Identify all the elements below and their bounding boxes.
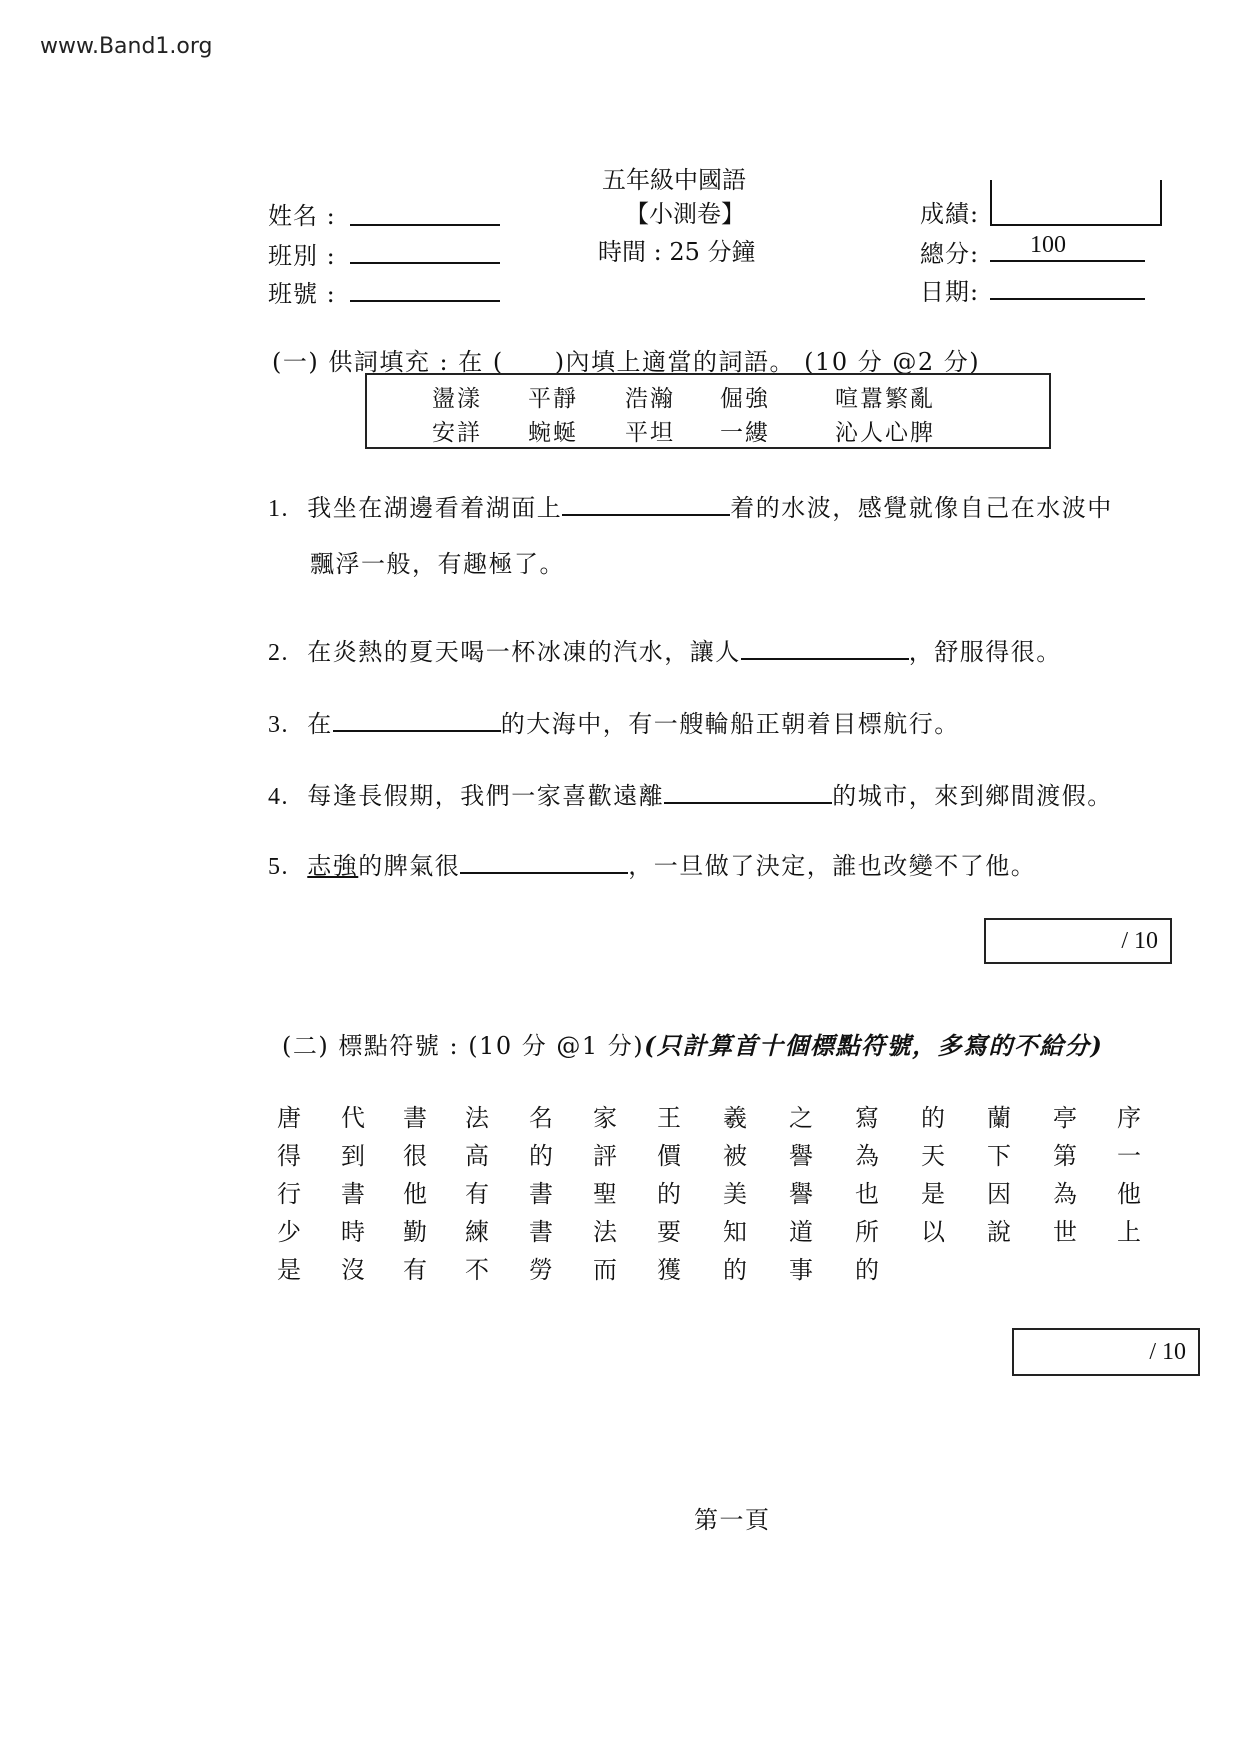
- passage-char: 天: [921, 1142, 945, 1170]
- passage-char: 世: [1053, 1218, 1077, 1246]
- question-number: 5.: [268, 854, 289, 880]
- word-bank-item: 平坦: [625, 420, 675, 446]
- passage-char: 他: [1117, 1180, 1141, 1208]
- score-field[interactable]: [990, 180, 1162, 226]
- word-bank-item: 倔強: [720, 386, 770, 412]
- question-number: 1.: [268, 496, 289, 522]
- question-1: [268, 488, 1113, 523]
- passage-char: 到: [341, 1142, 365, 1170]
- class-field[interactable]: [350, 262, 500, 264]
- passage-char: 名: [529, 1104, 553, 1132]
- passage-char: 譽: [789, 1142, 813, 1170]
- passage-char: 不: [465, 1256, 489, 1284]
- passage-char: 家: [593, 1104, 617, 1132]
- question-text: 的脾氣很: [358, 852, 461, 880]
- question-text: ，舒服得很。: [908, 638, 1062, 666]
- question-text: 每逢長假期，我們一家喜歡遠離: [307, 782, 665, 810]
- word-bank-item: 一縷: [720, 420, 770, 446]
- passage-char: 而: [593, 1256, 617, 1284]
- passage-char: 書: [529, 1180, 553, 1208]
- answer-blank[interactable]: [562, 492, 730, 516]
- exam-title: 五年級中國語: [602, 166, 746, 194]
- passage-char: 的: [855, 1256, 879, 1284]
- question-text: ，一旦做了決定，誰也改變不了他。: [628, 852, 1037, 880]
- question-text: 我坐在湖邊看着湖面上: [307, 494, 563, 522]
- section2-instruction: [282, 1026, 1103, 1061]
- passage-char: 寫: [855, 1104, 879, 1132]
- passage-char: 為: [855, 1142, 879, 1170]
- passage-char: 行: [277, 1180, 301, 1208]
- passage-char: 事: [789, 1256, 813, 1284]
- passage-char: 是: [277, 1256, 301, 1284]
- score-label: 成績:: [920, 200, 980, 228]
- passage-char: 代: [341, 1104, 365, 1132]
- answer-blank[interactable]: [664, 780, 832, 804]
- passage-char: 道: [789, 1218, 813, 1246]
- passage-char: 的: [921, 1104, 945, 1132]
- passage-char: 譽: [789, 1180, 813, 1208]
- passage-char: 的: [657, 1180, 681, 1208]
- passage-char: 價: [657, 1142, 681, 1170]
- passage-char: 說: [987, 1218, 1011, 1246]
- passage-char: 亭: [1053, 1104, 1077, 1132]
- passage-char: 時: [341, 1218, 365, 1246]
- passage-char: 以: [921, 1218, 945, 1246]
- answer-blank[interactable]: [741, 636, 909, 660]
- question-1-cont: 飄浮一般，有趣極了。: [310, 550, 565, 578]
- passage-char: 蘭: [987, 1104, 1011, 1132]
- passage-char: 書: [341, 1180, 365, 1208]
- passage-char: 聖: [593, 1180, 617, 1208]
- word-bank-item: 平靜: [528, 386, 578, 412]
- passage-char: 練: [465, 1218, 489, 1246]
- total-label: 總分:: [920, 240, 980, 268]
- word-bank-item: 盪漾: [432, 386, 482, 412]
- class-label: 班別 :: [268, 242, 336, 270]
- passage-char: 書: [529, 1218, 553, 1246]
- proper-name: 志強: [307, 852, 359, 880]
- question-text: 着的水波，感覺就像自己在水波中: [730, 494, 1113, 522]
- passage-char: 的: [529, 1142, 553, 1170]
- exam-subtitle: 【小測卷】: [625, 200, 745, 228]
- passage-char: 唐: [277, 1104, 301, 1132]
- passage-char: 也: [855, 1180, 879, 1208]
- passage-char: 高: [465, 1142, 489, 1170]
- passage-char: 得: [277, 1142, 301, 1170]
- passage-char: 很: [403, 1142, 427, 1170]
- question-number: 4.: [268, 784, 289, 810]
- passage-char: 王: [657, 1104, 681, 1132]
- question-text: 在炎熱的夏天喝一杯冰凍的汽水，讓人: [307, 638, 741, 666]
- word-bank-item: 安詳: [432, 420, 482, 446]
- passage-char: 沒: [341, 1256, 365, 1284]
- passage-char: 書: [403, 1104, 427, 1132]
- passage-char: 因: [987, 1180, 1011, 1208]
- question-3: [268, 704, 960, 739]
- passage-char: 勤: [403, 1218, 427, 1246]
- name-label: 姓名 :: [268, 202, 336, 230]
- date-label: 日期:: [920, 278, 980, 306]
- question-text: 的城市，來到鄉間渡假。: [832, 782, 1113, 810]
- word-bank-item: 蜿蜒: [528, 420, 578, 446]
- question-2: [268, 632, 1062, 667]
- passage-char: 法: [465, 1104, 489, 1132]
- passage-char: 獲: [657, 1256, 681, 1284]
- passage-char: 羲: [723, 1104, 747, 1132]
- passage-char: 法: [593, 1218, 617, 1246]
- passage-char: 是: [921, 1180, 945, 1208]
- passage-char: 上: [1117, 1218, 1141, 1246]
- passage-char: 少: [277, 1218, 301, 1246]
- passage-char: 評: [593, 1142, 617, 1170]
- passage-char: 知: [723, 1218, 747, 1246]
- section1-score-box[interactable]: / 10: [984, 918, 1172, 964]
- section2-title: (二) 標點符號 : (10 分 @1 分): [282, 1032, 645, 1060]
- passage-char: 所: [855, 1218, 879, 1246]
- passage-char: 美: [723, 1180, 747, 1208]
- total-value: 100: [1030, 232, 1066, 258]
- site-url: www.Band1.org: [40, 34, 213, 59]
- passage-char: 要: [657, 1218, 681, 1246]
- question-5: [268, 846, 1036, 881]
- passage-char: 勞: [529, 1256, 553, 1284]
- section2-note: (只計算首十個標點符號，多寫的不給分): [644, 1031, 1104, 1060]
- section2-score-box[interactable]: / 10: [1012, 1328, 1200, 1376]
- passage-char: 之: [789, 1104, 813, 1132]
- page-number: 第一頁: [694, 1506, 771, 1534]
- question-text: 的大海中，有一艘輪船正朝着目標航行。: [500, 710, 960, 738]
- time-limit: 時間 : 25 分鐘: [598, 238, 756, 266]
- number-label: 班號 :: [268, 280, 336, 308]
- question-4: [268, 776, 1113, 811]
- passage-char: 被: [723, 1142, 747, 1170]
- word-bank-item: 喧囂繁亂: [835, 386, 935, 412]
- date-field[interactable]: [990, 298, 1145, 300]
- passage-char: 第: [1053, 1142, 1077, 1170]
- passage-char: 的: [723, 1256, 747, 1284]
- passage-char: 他: [403, 1180, 427, 1208]
- section1-instruction: (一) 供詞填充 : 在 ( )內填上適當的詞語。 (10 分 @2 分): [272, 348, 981, 376]
- name-field[interactable]: [350, 224, 500, 226]
- passage-char: 一: [1117, 1142, 1141, 1170]
- answer-blank[interactable]: [460, 850, 628, 874]
- question-number: 3.: [268, 712, 289, 738]
- passage-char: 序: [1117, 1104, 1141, 1132]
- passage-char: 有: [465, 1180, 489, 1208]
- word-bank-item: 沁人心脾: [835, 420, 935, 446]
- passage-char: 有: [403, 1256, 427, 1284]
- word-bank-item: 浩瀚: [625, 386, 675, 412]
- question-text: 在: [307, 710, 333, 738]
- total-underline: [990, 260, 1145, 262]
- passage-char: 下: [987, 1142, 1011, 1170]
- answer-blank[interactable]: [333, 708, 501, 732]
- passage-char: 為: [1053, 1180, 1077, 1208]
- number-field[interactable]: [350, 300, 500, 302]
- question-number: 2.: [268, 640, 289, 666]
